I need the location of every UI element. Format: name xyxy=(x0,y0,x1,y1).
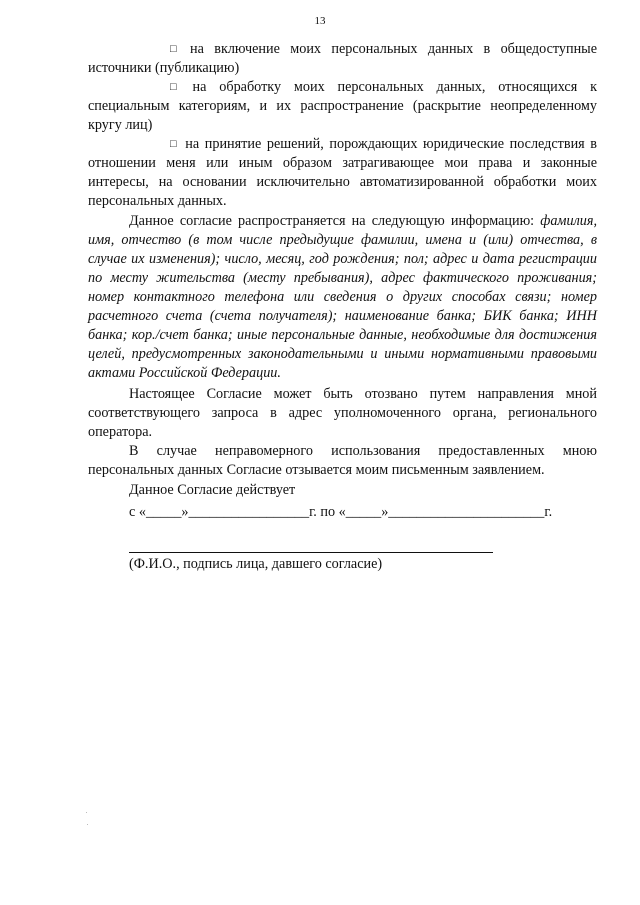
checkbox-icon[interactable]: □ xyxy=(170,138,177,150)
checkbox-icon[interactable]: □ xyxy=(170,81,177,93)
page-number: 13 xyxy=(314,15,326,27)
info-intro: Данное согласие распространяется на следующую информацию: xyxy=(129,213,535,229)
signature-caption: (Ф.И.О., подпись лица, давшего согласие) xyxy=(129,556,383,572)
consent-item-public-sources xyxy=(88,40,597,78)
consent-item-automated-decisions xyxy=(88,135,597,211)
checkbox-icon[interactable]: □ xyxy=(170,43,177,55)
term-label: Данное Согласие действует xyxy=(129,482,296,498)
consent-item-special-categories xyxy=(88,78,597,135)
scan-speck xyxy=(87,824,88,825)
info-list: фамилия, имя, отчество (в том числе предыдущие фамилии, имена и (или) отчества, в случае их изменения); число, месяц, год рождения; пол; адрес и дата регистрации по месту жительства (месту пребывания), адрес фактического проживания; номер контактного телефона или сведения о других способах связи; номер расчетного счета (счета получателя); наименование банка; БИК банка; ИНН банка; кор./счет банка; иные персональные данные, необходимые для достижения целей, предусмотренных законодательными и иными нормативными правовыми актами Российской Федерации. xyxy=(88,213,597,381)
consent-item-text: на принятие решений, порождающих юридические последствия в отношении меня или иным образом затрагивающее мои права и законные интересы, на основании исключительно автоматизированной обработки моих персональных данных. xyxy=(88,136,597,209)
scan-speck xyxy=(86,812,87,813)
term-dates-line[interactable]: с «_____»_________________г. по «_____»______________________г. xyxy=(129,504,553,520)
consent-item-text: на обработку моих персональных данных, относящихся к специальным категориям, и их распространение (раскрытие неопределенному кругу лиц) xyxy=(88,79,597,133)
signature-line[interactable] xyxy=(129,551,493,553)
misuse-paragraph: В случае неправомерного использования предоставленных мною персональных данных Согласие отзывается моим письменным заявлением. xyxy=(88,443,597,478)
info-paragraph xyxy=(88,212,597,383)
consent-item-text: на включение моих персональных данных в общедоступные источники (публикацию) xyxy=(88,41,598,76)
revocation-paragraph: Настоящее Согласие может быть отозвано путем направления мной соответствующего запроса в адрес уполномоченного органа, регионального оператора. xyxy=(88,386,597,440)
document-body xyxy=(88,40,597,574)
